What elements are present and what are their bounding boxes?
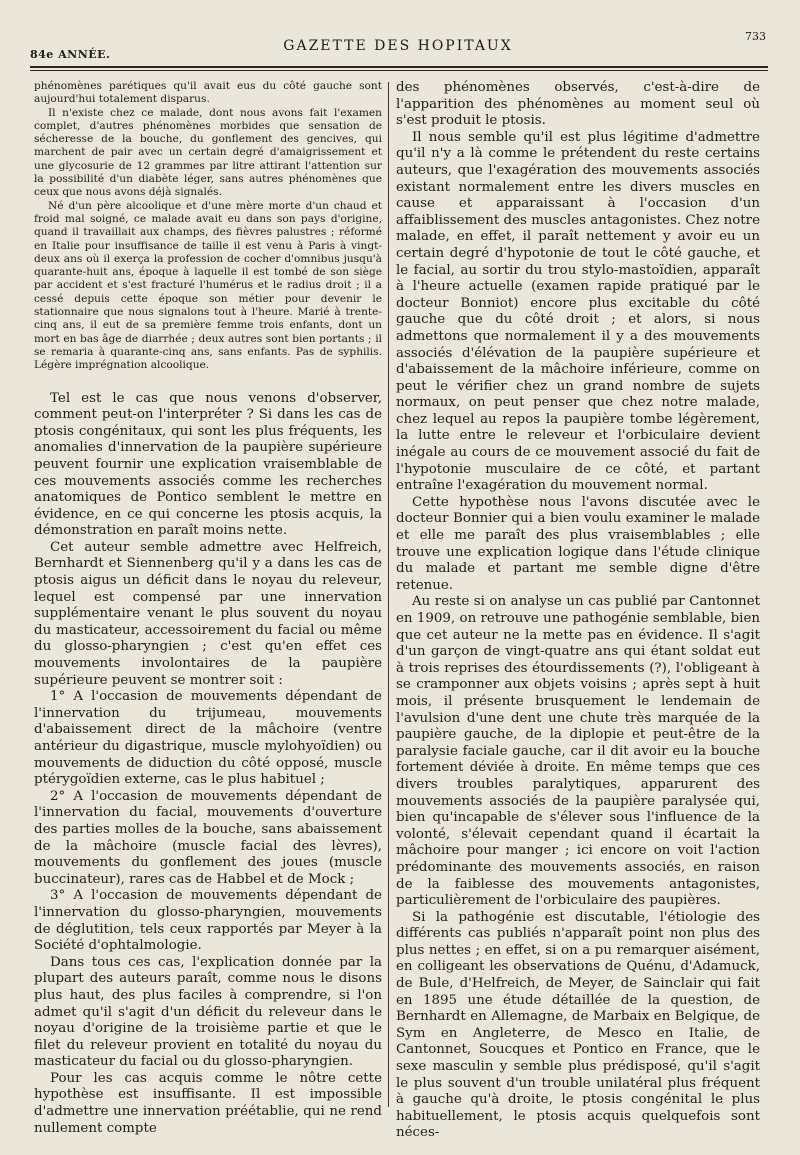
paragraph: Pour les cas acquis comme le nôtre cette hypothèse est insuffisante. Il est impossible d'admettre une innervation préétablie, qui ne rend nullement compte (34, 1070, 382, 1136)
page-number: 733 (745, 30, 766, 43)
paragraph: Né d'un père alcoolique et d'une mère morte d'un chaud et froid mal soigné, ce malade avait eu dans son pays d'origine, quand il travaillait aux champs, des fièvres palustres ; réformé en Italie pour insuffisance de taille il est venu à Paris à vingt-deux ans où il exerça la profession de cocher d'omnibus jusqu'à quarante-huit ans, époque à laquelle il est tombé de son siège par accident et s'est fracturé l'humérus et le radius droit ; il a cessé depuis cette époque son métier pour devenir le stationnaire que nous signalons tout à l'heure. Marié à trente-cinq ans, il eut de sa première femme trois enfants, dont un mort en bas âge de diarrhée ; deux autres sont bien portants ; il se remaria à quarante-cinq ans, sans enfants. Pas de syphilis. Légère imprégnation alcoolique. (34, 199, 382, 372)
journal-title: GAZETTE DES HOPITAUX (283, 38, 513, 54)
discussion (34, 391, 382, 1138)
column-divider (388, 82, 389, 1107)
paragraph: Il n'existe chez ce malade, dont nous avons fait l'examen complet, d'autres phénomènes morbides que sensation de sécheresse de la bouche, du gonflement des gencives, qui marchent de pair avec un certain degré d'amaigrissement et une glycosurie de 12 grammes par litre attirant l'attention sur la possibilité d'un diabète léger, sans autres phénomènes que ceux que nous avons déjà signalés. (34, 106, 382, 199)
paragraph: 3° A l'occasion de mouvements dépendant de l'innervation du glosso-pharyngien, mouvements de déglutition, tels ceux rapportés par Meyer à la Société d'ophtalmologie. (34, 888, 382, 954)
paragraph: des phénomènes observés, c'est-à-dire de l'apparition des phénomènes au moment seul où s'est produit le ptosis. (396, 80, 760, 129)
left-column (34, 80, 382, 1137)
paragraph: Cet auteur semble admettre avec Helfreich, Bernhardt et Siennenberg qu'il y a dans les cas de ptosis aigus un déficit dans le noyau du releveur, lequel est compensé par une innervation supplémentaire venant le plus souvent du noyau du masticateur, accessoirement du facial ou même du glosso-pharyngien ; c'est qu'en effet ces mouvements involontaires de la paupière supérieure peuvent se montrer soit : (34, 539, 382, 688)
header-rule-thin (30, 70, 768, 71)
paragraph: 1° A l'occasion de mouvements dépendant de l'innervation du trijumeau, mouvements d'abaissement direct de la mâchoire (ventre antérieur du digastrique, muscle mylohyoïdien) ou mouvements de diduction du côté opposé, muscle ptérygoïdien externe, cas le plus habituel ; (34, 689, 382, 788)
header-rule (30, 66, 768, 68)
paragraph: Il nous semble qu'il est plus légitime d'admettre qu'il n'y a là comme le prétendent du reste certains auteurs, que l'exagération des mouvements associés existant normalement entre les divers muscles en cause et apparaissant à l'occasion d'un affaiblissement des muscles antagonistes. Chez notre malade, en effet, il paraît nettement y avoir eu un certain degré d'hypotonie de tout le côté gauche, et le facial, au sortir du trou stylo-mastoïdien, apparaît à l'heure actuelle (examen rapide pratiqué par le docteur Bonniot) encore plus excitable du côté gauche que du côté droit ; et alors, si nous admettons que normalement il y a des mouvements associés d'élévation de la paupière supérieure et d'abaissement de la mâchoire inférieure, comme on peut le vérifier chez un grand nombre de sujets normaux, on peut penser que chez notre malade, chez lequel au repos la paupière tombe légèrement, la lutte entre le releveur et l'orbiculaire devient inégale au cours de ce mouvement associé du fait de l'hypotonie musculaire de ce côté, et partant entraîne l'exagération du mouvement normal. (396, 129, 760, 494)
paragraph: Tel est le cas que nous venons d'observer, comment peut-on l'interpréter ? Si dans les cas de ptosis congénitaux, qui sont les plus fréquents, les anomalies d'innervation de la paupière supérieure peuvent fournir une explication vraisemblable de ces mouvements associés comme les recherches anatomiques de Pontico semblent le mettre en évidence, en ce qui concerne les ptosis acquis, la démonstration en paraît moins nette. (34, 390, 382, 539)
page-header (30, 30, 766, 64)
paragraph: Au reste si on analyse un cas publié par Cantonnet en 1909, on retrouve une pathogénie semblable, bien que cet auteur ne la mette pas en évidence. Il s'agit d'un garçon de vingt-quatre ans qui étant soldat eut à trois reprises des étourdissements (?), l'obligeant à se cramponner aux objets voisins ; après sept à huit mois, il présente brusquement le lendemain de l'avulsion d'une dent une chute très marquée de la paupière gauche, de la diplopie et peut-être de la paralysie faciale gauche, car il dit avoir eu la bouche fortement déviée à droite. En même temps que ces divers troubles paralytiques, apparurent des mouvements associés de la paupière paralysée qui, bien qu'incapable de s'élever sous l'influence de la volonté, s'élevait cependant quand il écartait la mâchoire pour manger ; ici encore on voit l'action prédominante des mouvements associés, en raison de la faiblesse des mouvements antagonistes, particulièrement de l'orbiculaire des paupières. (396, 594, 760, 909)
case-details (34, 80, 382, 373)
volume-year: 84e ANNÉE. (30, 48, 111, 61)
paragraph: Cette hypothèse nous l'avons discutée avec le docteur Bonnier qui a bien voulu examiner le malade et elle me paraît des plus vraisemblables ; elle trouve une explication logique dans l'étude clinique du malade et partant me semble digne d'être retenue. (396, 494, 760, 593)
right-column (396, 80, 760, 1142)
paragraph: 2° A l'occasion de mouvements dépendant de l'innervation du facial, mouvements d'ouverture des parties molles de la bouche, sans abaissement de la mâchoire (muscle facial des lèvres), mouvements du gonflement des joues (muscle buccinateur), rares cas de Habbel et de Mock ; (34, 788, 382, 887)
paragraph: Si la pathogénie est discutable, l'étiologie des différents cas publiés n'apparaît point non plus des plus nettes ; en effet, si on a pu remarquer aisément, en colligeant les observations de Quénu, d'Adamuck, de Bule, d'Helfreich, de Meyer, de Sainclair qui fait en 1895 une étude détaillée de la question, de Bernhardt en Allemagne, de Marbaix en Belgique, de Sym en Angleterre, de Mesco en Italie, de Cantonnet, Soucques et Pontico en France, que le sexe masculin y semble plus prédisposé, qu'il s'agit le plus souvent d'un trouble unilatéral plus fréquent à gauche qu'à droite, le ptosis congénital le plus habituellement, le ptosis acquis quelquefois sont néces- (396, 909, 760, 1141)
paragraph: Dans tous ces cas, l'explication donnée par la plupart des auteurs paraît, comme nous le disons plus haut, des plus faciles à comprendre, si l'on admet qu'il s'agit d'un déficit du releveur dans le noyau d'origine de la troisième partie et que le filet du releveur provient en totalité du noyau du masticateur du facial ou du glosso-pharyngien. (34, 954, 382, 1070)
paragraph: phénomènes parétiques qu'il avait eus du côté gauche sont aujourd'hui totalement disparus. (34, 80, 382, 106)
